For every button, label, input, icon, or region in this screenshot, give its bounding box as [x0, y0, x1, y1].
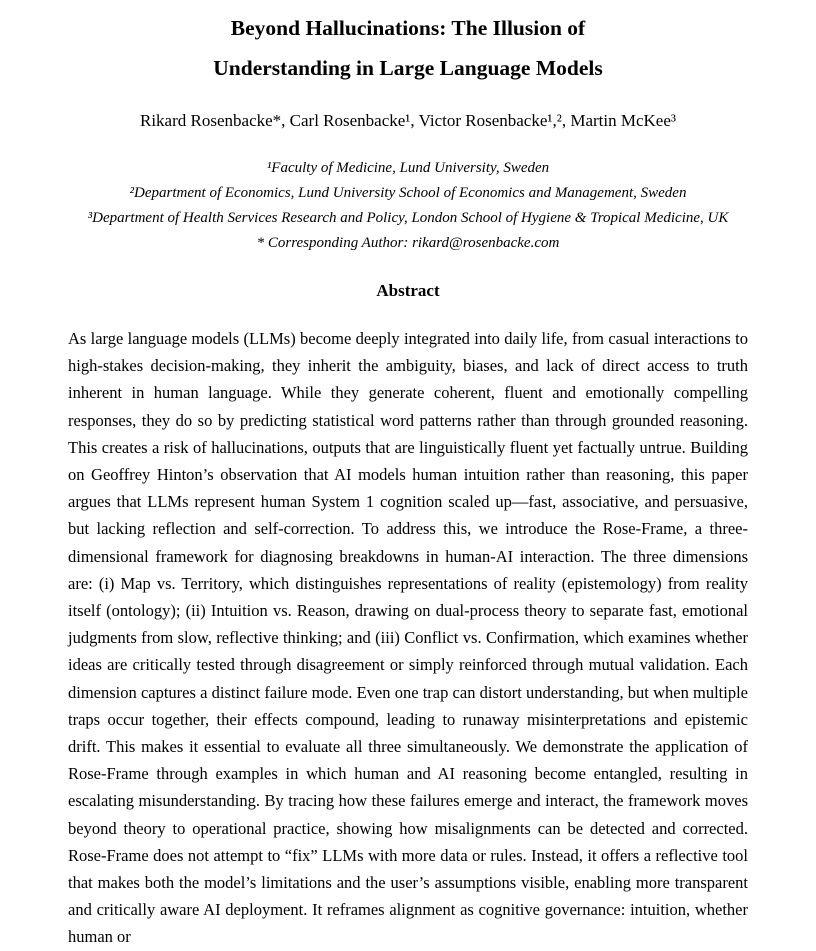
- corresponding-author-line: * Corresponding Author: rikard@rosenbacke.com: [256, 235, 560, 251]
- paper-title: [68, 8, 748, 88]
- affiliation-line-3: ³Department of Health Services Research and Policy, London School of Hygiene & Tropical Medicine, UK: [87, 210, 729, 226]
- abstract-heading: Abstract: [376, 281, 440, 300]
- abstract-text: As large language models (LLMs) become deeply integrated into daily life, from casual interactions to high-stakes decision-making, they inherit the ambiguity, biases, and lack of direct access to truth inherent in human language. While they generate coherent, fluent and emotionally compelling responses, they do so by predicting statistical word patterns rather than through grounded reasoning. This creates a risk of hallucinations, outputs that are linguistically fluent yet factually untrue. Building on Geoffrey Hinton’s observation that AI models human intuition rather than reasoning, this paper argues that LLMs represent human System 1 cognition scaled up—fast, associative, and persuasive, but lacking reflection and self-correction. To address this, we introduce the Rose-Frame, a three-dimensional framework for diagnosing breakdowns in human-AI interaction. The three dimensions are: (i) Map vs. Territory, which distinguishes representations of reality (epistemology) from reality itself (ontology); (ii) Intuition vs. Reason, drawing on dual-process theory to separate fast, emotional judgments from slow, reflective thinking; and (iii) Conflict vs. Confirmation, which examines whether ideas are critically tested through disagreement or simply reinforced through mutual validation. Each dimension captures a distinct failure mode. Even one trap can distort understanding, but when multiple traps occur together, their effects compound, leading to runaway misinterpretations and epistemic drift. This makes it essential to evaluate all three simultaneously. We demonstrate the application of Rose-Frame through examples in which human and AI reasoning become entangled, resulting in escalating misunderstanding. By tracing how these failures emerge and interact, the framework moves beyond theory to operational practice, showing how misalignments can be detected and corrected. Rose-Frame does not attempt to “fix” LLMs with more data or rules. Instead, it offers a reflective tool that makes both the model’s limitations and the user’s assumptions visible, enabling more transparent and critically aware AI deployment. It reframes alignment as cognitive governance: intuition, whether human or: [68, 329, 748, 947]
- paper-title-line-1: Beyond Hallucinations: The Illusion of: [230, 16, 586, 40]
- authors-line: Rikard Rosenbacke*, Carl Rosenbacke¹, Victor Rosenbacke¹,², Martin McKee³: [140, 111, 676, 130]
- affiliations-block: [68, 156, 748, 256]
- paper-title-line-2: Understanding in Large Language Models: [213, 56, 603, 80]
- affiliation-line-2: ²Department of Economics, Lund University School of Economics and Management, Sweden: [129, 185, 687, 201]
- affiliation-line-1: ¹Faculty of Medicine, Lund University, Sweden: [266, 160, 550, 176]
